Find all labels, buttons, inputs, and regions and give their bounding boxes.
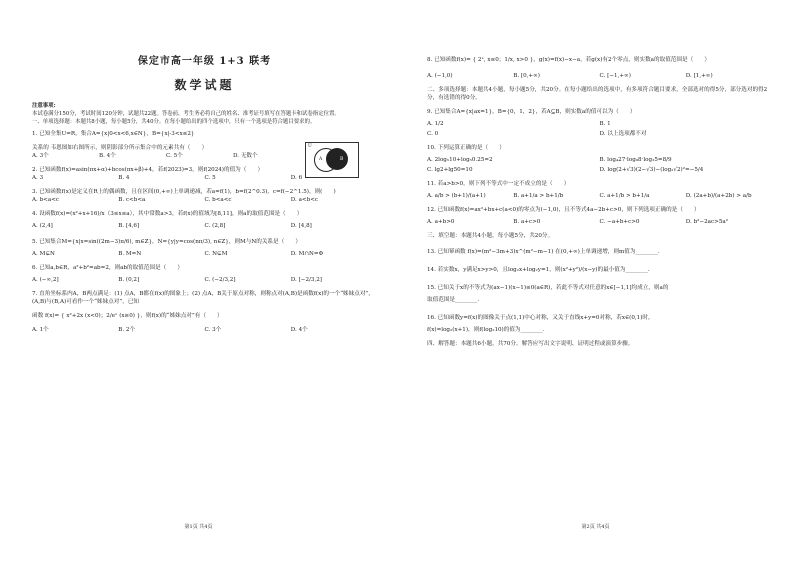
venn-label-a: A — [319, 157, 323, 162]
notice-title: 注意事项: — [32, 103, 56, 109]
option: B. M=N — [118, 251, 142, 257]
option: D. [−2/3,2] — [290, 277, 322, 283]
venn-label-b: B — [340, 157, 344, 162]
option: B. (0,2] — [118, 277, 140, 283]
option: B. [4,6] — [118, 223, 140, 229]
question-10: 10. 下列运算正确的是（ ） — [427, 145, 505, 151]
question-7-function: 函数 f(x)= { x²+2x (x<0)；2/eˣ (x≥0) }，则f(x)的“姊妹点对”有（ ） — [32, 313, 223, 319]
option: A. a+b>0 — [427, 219, 455, 225]
question-12-options — [427, 218, 772, 226]
option: B. 1 — [599, 121, 611, 127]
option: D. 无数个 — [233, 153, 258, 159]
option: D. 4个 — [290, 327, 308, 333]
question-7-options — [32, 326, 377, 334]
option: C. −a+b+c>0 — [599, 219, 640, 225]
option: D. a<b<c — [290, 197, 319, 203]
question-4: 4. 设函数f(x)=(x²+x+16)/x（3≤x≤a），其中常数a>3，若f(x)的值域为[8,11]，则a的取值范围是（ ） — [32, 211, 303, 217]
option: A. (−1,0) — [427, 73, 453, 79]
question-3: 3. 已知函数f(x)是定义在R上的偶函数，且在区间(0,+∞)上单调递减，若a=f(1)，b=f(2^0.3)，c=f(−2^1.5)，则( ) — [32, 189, 336, 195]
page-footer: 第2页 共4页 — [581, 524, 610, 530]
question-9: 9. 已知集合A={x|ax=1}，B={0，1，2}，若A⊆B，则实数a的值可以为（ ） — [427, 109, 636, 115]
question-16: 16. 已知函数y=f(x)的图像关于点(1,1)中心对称，又关于直线x+y=0对称，若x∈(0,1)时， — [427, 315, 654, 321]
option: D. [4,8] — [290, 223, 312, 229]
question-7: 7. 直角坐标系内A，B两点满足：(1) 点A，B都在f(x)的图象上；(2) 点A，B关于原点对称，则称点对(A,B)是函数f(x)的一个“姊妹点对”，(A,B)与(B,A)可看作一个“姊妹点对”，已知 — [32, 291, 374, 305]
exam-title: 保定市高一年级 1+3 联考 — [137, 56, 272, 67]
option: B. 2个 — [118, 327, 136, 333]
option: A. 2log₅10+log₅0.25=2 — [427, 157, 493, 163]
question-9-options — [427, 120, 772, 138]
page-footer: 第1页 共4页 — [184, 524, 213, 530]
question-8: 8. 已知函数f(x)= { 2ˣ, x≤0；1/x, x>0 }，g(x)=f(x)−x−a，若g(x)有2个零点，则实数a的取值范围是（ ） — [427, 57, 710, 63]
option: B. log₄27·log₉8·log₃5=8/9 — [599, 157, 672, 163]
right-page — [397, 0, 794, 564]
option: C. 5 — [204, 175, 216, 181]
option: A. (2,4] — [32, 223, 53, 229]
option: D. (2a+b)/(a+2b) > a/b — [685, 193, 752, 199]
question-11: 11. 若a>b>0，则下列不等式中一定不成立的是（ ） — [427, 181, 570, 187]
option: A. 1个 — [32, 327, 49, 333]
notice-1: 本试卷满分150分，考试时间120分钟，试题共22题。答卷前，考生务必将自己的姓名、准考证号填写在答题卡和试卷指定位置。 — [32, 111, 340, 117]
option: D. M∩N=Φ — [290, 251, 324, 257]
question-12: 12. 已知函数f(x)=ax²+bx+c(a<0)的零点为(−1,0)，且不等式4a−2b+c>0，则下列选项正确的是（ ） — [427, 207, 700, 213]
option: A. (−∞,2] — [32, 277, 59, 283]
venn-diagram — [305, 142, 359, 178]
option: B. 4个 — [99, 153, 116, 159]
option: C. 3个 — [204, 327, 222, 333]
option: B. c<b<a — [118, 197, 146, 203]
option: C. (2,8] — [204, 223, 226, 229]
option: B. [0,+∞) — [513, 73, 540, 79]
option: A. b<a<c — [32, 197, 60, 203]
question-1-continued: 关系的 韦恩图如右图所示，则阴影部分所示集合中的元素共有（ ） — [32, 145, 208, 151]
question-15: 15. 已知关于x的不等式为(ax−1)(x−1)≤0(a∈R)，若此不等式对任意的x∈[−1,1]均成立，则a的 — [427, 285, 669, 291]
question-14: 14. 若实数x，y满足x>y>0，且log₂x+log₂y=1，则(x²+y²)/(x−y)的最小值为________. — [427, 267, 650, 273]
venn-circle-a — [314, 148, 338, 172]
question-10-options — [427, 156, 772, 174]
question-13: 13. 已知幂函数 f(x)=(m²−3m+3)x^(m²−m−1) 在(0,+∞)上单调递增，则m值为________. — [427, 249, 660, 255]
question-11-options — [427, 192, 772, 200]
question-1: 1. 已知全集U=R，集合A={x|0<x<6,x∈N}，B={x|-3<x≤2} — [32, 131, 195, 137]
option: C. 0 — [427, 131, 439, 137]
section-4-header: 四、解答题：本题共6小题，共70分。解答应写出文字说明、证明过程或演算步骤。 — [427, 341, 634, 347]
question-4-options — [32, 222, 377, 230]
option: C. N⊊M — [204, 251, 228, 257]
option: B. 4 — [118, 175, 130, 181]
question-3-options — [32, 196, 377, 204]
option: C. [−1,+∞) — [599, 73, 631, 79]
option: D. 6 — [290, 175, 303, 181]
question-6: 6. 已知a,b∈R，a²+b²=ab=2，则ab的取值范围是（ ） — [32, 265, 183, 271]
option: C. (−2/3,2] — [204, 277, 236, 283]
option: A. 3个 — [32, 153, 49, 159]
section-1-header: 一、单项选择题：本题共8小题，每小题5分，共40分。在每小题给出的四个选项中，只有一个选项是符合题目要求的。 — [32, 119, 316, 125]
question-8-options — [427, 72, 772, 80]
option: C. 5个 — [166, 153, 183, 159]
option: D. log(2+√3)(2−√3)−(log₂√2)²=−5/4 — [599, 167, 704, 173]
subject-title: 数学试题 — [174, 78, 235, 92]
option: B. a+c>0 — [513, 219, 541, 225]
option: A. 1/2 — [427, 121, 444, 127]
question-15-continued: 取值范围是________. — [427, 297, 480, 303]
section-2-header: 二、多项选择题：本题共4小题，每小题5分，共20分。在每小题给出的选项中，有多项符合题目要求，全部选对的得5分，部分选对的得2分，有选错的得0分。 — [427, 87, 768, 101]
option: D. 以上选项都不对 — [599, 131, 647, 137]
option: B. a+1/a > b+1/b — [513, 193, 564, 199]
venn-label-u: U — [308, 144, 312, 149]
question-6-options — [32, 276, 377, 284]
section-3-header: 三、填空题：本题共4小题，每小题5分，共20分。 — [427, 233, 554, 239]
option: C. b<a<c — [204, 197, 232, 203]
option: C. a+1/b > b+1/a — [599, 193, 650, 199]
option: D. b²−2ac>5a² — [685, 219, 728, 225]
option: A. M⊊N — [32, 251, 55, 257]
question-16-continued: f(x)=log₂(x+1)，则f(log₂10)的值为________. — [427, 327, 545, 333]
option: C. lg2+lg50=10 — [427, 167, 473, 173]
question-5-options — [32, 250, 377, 258]
question-5: 5. 已知集合M={x|x=sin((2m−3)π/6), m∈Z}，N={y|y=cos(nπ/3), n∈Z}，则M与N的关系是（ ） — [32, 239, 301, 245]
question-1-options — [32, 152, 300, 160]
option: A. a/b > (b+1)/(a+1) — [427, 193, 486, 199]
option: A. 3 — [32, 175, 44, 181]
option: D. [1,+∞) — [685, 73, 713, 79]
question-2: 2. 已知函数f(x)=asin(πx+α)+bcos(πx+β)+4，若f(2023)=3，则f(2024)的值为（ ） — [32, 167, 264, 173]
